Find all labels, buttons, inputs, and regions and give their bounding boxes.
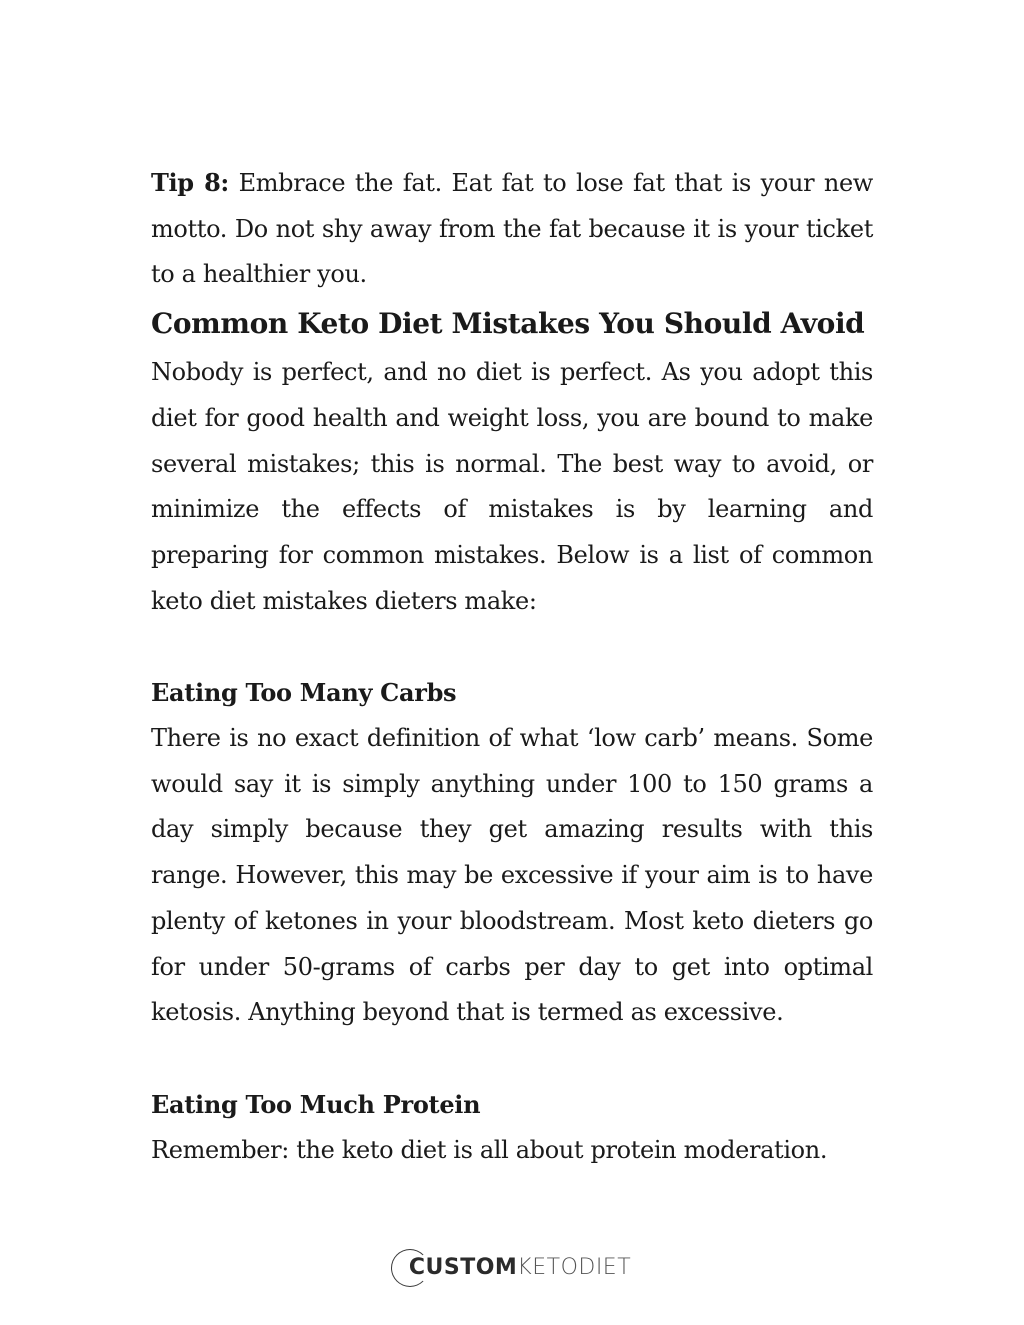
- logo-text-light: KETODIET: [517, 1255, 632, 1280]
- section-intro: Nobody is perfect, and no diet is perfect. As you adopt this diet for good health and weight loss, you are bound to make several mistakes; this is normal. The best way to avoid, or minimize the effects of mistakes is by learning and preparing for common mistakes. Below is a list of common keto diet mistakes dieters make:: [151, 358, 873, 615]
- mistake-body-protein: Remember: the keto diet is all about protein moderation.: [151, 1135, 828, 1164]
- logo-text-bold: CUSTOM: [408, 1255, 518, 1280]
- page-footer: [0, 1255, 1024, 1280]
- paragraph-gap: [151, 1036, 873, 1082]
- tip-8-label: Tip 8:: [151, 168, 229, 197]
- customketodiet-logo: [393, 1255, 631, 1280]
- document-page: [151, 160, 873, 1173]
- section-heading: Common Keto Diet Mistakes You Should Avoid: [151, 307, 865, 341]
- paragraph-gap: [151, 624, 873, 670]
- tip-8-paragraph: [151, 160, 873, 298]
- mistake-heading-carbs: Eating Too Many Carbs: [151, 678, 457, 708]
- mistake-heading-protein: Eating Too Much Protein: [151, 1089, 481, 1119]
- mistake-body-carbs: There is no exact definition of what ‘low carb’ means. Some would say it is simply anything under 100 to 150 grams a day simply because they get amazing results with this range. However, this may be excessive if your aim is to have plenty of ketones in your bloodstream. Most keto dieters go for under 50-grams of carbs per day to get into optimal ketosis. Anything beyond that is termed as excessive.: [151, 724, 873, 1027]
- logo-ring-icon: [391, 1249, 429, 1287]
- tip-8-text: Embrace the fat. Eat fat to lose fat that is your new motto. Do not shy away from the fat because it is your ticket to a healthier you.: [151, 169, 873, 289]
